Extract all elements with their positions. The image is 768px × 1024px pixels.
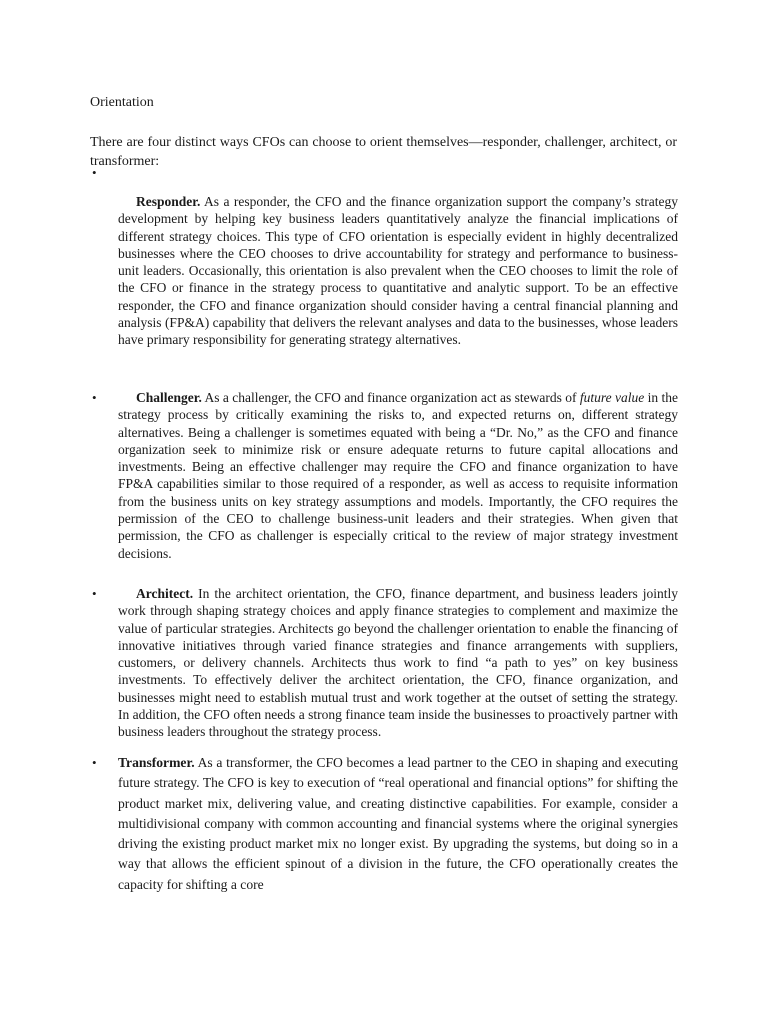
intro-paragraph: There are four distinct ways CFOs can choose to orient themselves—responder, challenger, architect, or transformer: (90, 135, 677, 169)
challenger-emphasis: future value (579, 390, 645, 405)
responder-text: As a responder, the CFO and the finance organization support the company’s strategy development by helping key business leaders quantitatively analyze the financial implications of different strategy choices. This type of CFO orientation is especially evident in highly decentralized businesses where the CEO chooses to drive accountability for strategy and performance to business-unit leaders. Occasionally, this orientation is also prevalent when the CEO chooses to limit the role of the CFO or finance in the strategy process to quantitative and analytic support. To be an effective responder, the CFO and finance organization should consider having a central financial planning and analysis (FP&A) capability that delivers the relevant analyses and data to the businesses, whose leaders have primary responsibility for generating strategy alternatives. (118, 194, 678, 348)
bullet-marker: • (92, 390, 97, 405)
list-item-architect (118, 585, 678, 741)
responder-term: Responder. (136, 194, 201, 209)
list-item-challenger (118, 389, 678, 562)
challenger-text-before: As a challenger, the CFO and finance organization act as stewards of (201, 390, 580, 405)
section-heading: Orientation (90, 95, 154, 110)
architect-text: In the architect orientation, the CFO, finance department, and business leaders jointly work through shaping strategy choices and apply finance strategies to complement and maximize the value of particular strategies. Architects go beyond the challenger orientation to enable the financing of innovative initiatives through varied finance strategies and finance arrangements with suppliers, customers, or delivery channels. Architects thus work to find “a path to yes” on key business investments. To effectively deliver the architect orientation, the CFO, finance organization, and businesses might need to establish mutual trust and work together at the outset of setting the strategy. In addition, the CFO often needs a strong finance team inside the businesses to proactively partner with business leaders throughout the strategy process. (118, 586, 678, 740)
bullet-marker: • (92, 755, 97, 770)
list-item-transformer (118, 753, 678, 895)
bullet-marker: • (92, 165, 97, 180)
bullet-marker: • (92, 586, 97, 601)
architect-term: Architect. (136, 586, 194, 601)
list-item-responder (118, 193, 678, 349)
challenger-term: Challenger. (136, 390, 202, 405)
transformer-term: Transformer. (118, 755, 195, 770)
transformer-text: As a transformer, the CFO becomes a lead partner to the CEO in shaping and executing future strategy. The CFO is key to execution of “real operational and financial options” for shifting the product market mix, delivering value, and creating distinctive capabilities. For example, consider a multidivisional company with common accounting and financial systems where the original synergies driving the existing product market mix no longer exist. By upgrading the systems, but doing so in a way that allows the efficient spinout of a division in the future, the CFO operationally creates the capacity for shifting a core (118, 755, 678, 892)
challenger-text-after: in the strategy process by critically examining the risks to, and expected returns on, different strategy alternatives. Being a challenger is sometimes equated with being a “Dr. No,” as the CFO and finance organization seek to minimize risk or ensure adequate returns to future capital allocations and investments. Being an effective challenger may require the CFO and finance organization to have FP&A capabilities similar to those required of a responder, as well as access to requisite information from the business units on key strategy assumptions and models. Importantly, the CFO requires the permission of the CEO to challenge business-unit leaders and their strategies. When given that permission, the CFO as challenger is especially critical to the review of major strategy investment decisions. (118, 390, 678, 561)
